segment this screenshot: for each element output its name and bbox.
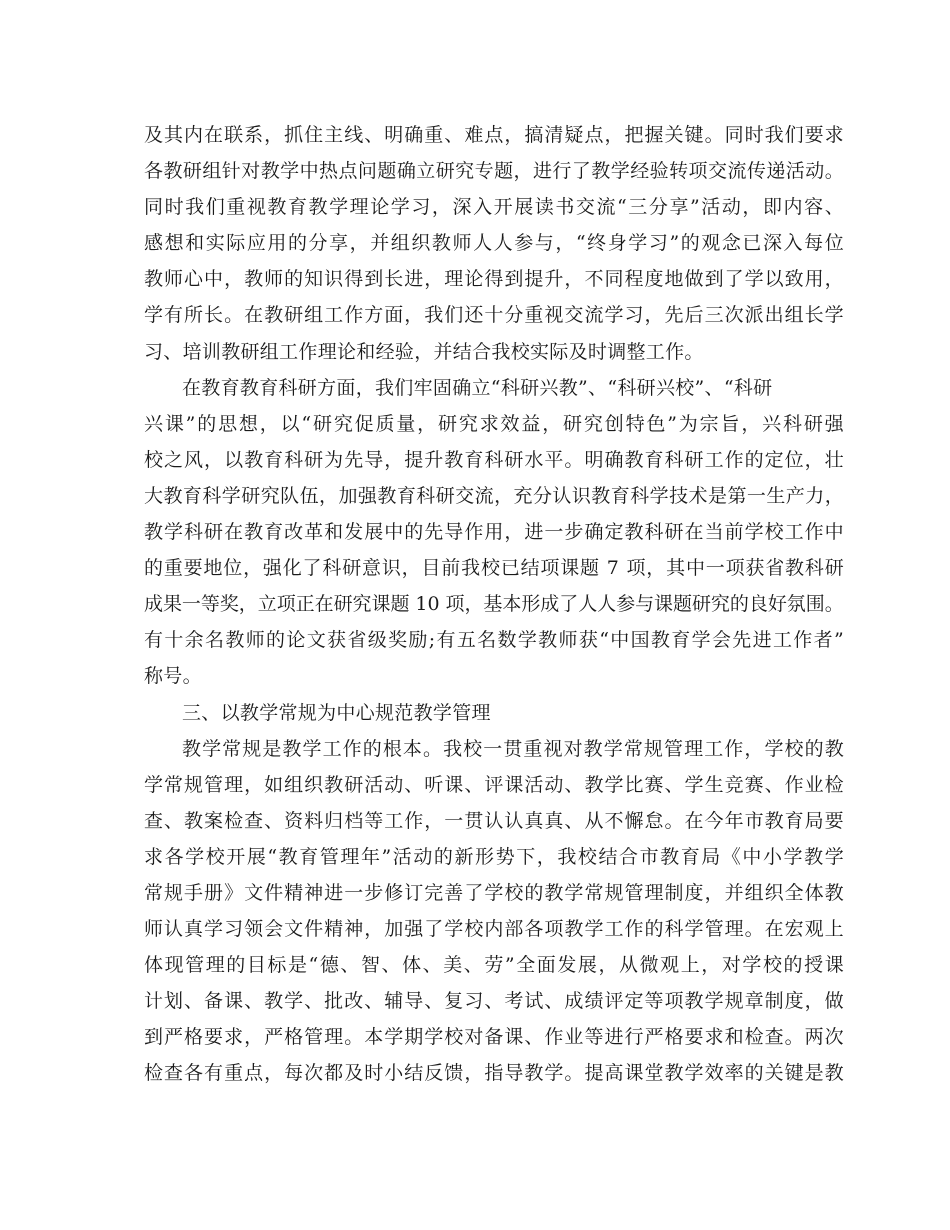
text-line: 校之风，以教育科研为先导，提升教育科研水平。明确教育科研工作的定位，壮 <box>144 448 845 471</box>
text-line: 计划、备课、教学、批改、辅导、复习、考试、成绩评定等项教学规章制度，做 <box>144 990 845 1013</box>
text-line: 检查各有重点，每次都及时小结反馈，指导教学。提高课堂教学效率的关键是教 <box>144 1062 845 1085</box>
text-line: 教学科研在教育改革和发展中的先导作用，进一步确定教科研在当前学校工作中 <box>144 521 845 544</box>
text-line: 称号。 <box>144 665 202 688</box>
text-line: 各教研组针对教学中热点问题确立研究专题，进行了教学经验转项交流传递活动。 <box>144 160 845 183</box>
text-line: 常规手册》文件精神进一步修订完善了学校的教学常规管理制度，并组织全体教 <box>144 881 845 904</box>
text-line: 及其内在联系，抓住主线、明确重、难点，搞清疑点，把握关键。同时我们要求 <box>144 124 845 146</box>
text-line: 求各学校开展“教育管理年”活动的新形势下，我校结合市教育局《中小学教学 <box>144 845 846 868</box>
text-line: 到严格要求，严格管理。本学期学校对备课、作业等进行严格要求和检查。两次 <box>144 1026 845 1049</box>
text-line: 感想和实际应用的分享，并组织教师人人参与，“终身学习”的观念已深入每位 <box>144 232 846 255</box>
document-body-text <box>144 117 844 1092</box>
text-line: 在教育教育科研方面，我们牢固确立“科研兴教”、“科研兴校”、“科研 <box>182 376 773 399</box>
text-line: 有十余名教师的论文获省级奖励;有五名数学教师获“中国教育学会先进工作者” <box>144 629 846 652</box>
text-line: 大教育科学研究队伍，加强教育科研交流，充分认识教育科学技术是第一生产力， <box>144 484 845 507</box>
text-line: 师认真学习领会文件精神，加强了学校内部各项教学工作的科学管理。在宏观上 <box>144 918 845 941</box>
text-line: 三、以教学常规为中心规范教学管理 <box>182 701 491 724</box>
text-line: 成果一等奖，立项正在研究课题 10 项，基本形成了人人参与课题研究的良好氛围。 <box>144 593 844 616</box>
text-line: 习、培训教研组工作理论和经验，并结合我校实际及时调整工作。 <box>144 340 704 363</box>
text-line: 学有所长。在教研组工作方面，我们还十分重视交流学习，先后三次派出组长学 <box>144 304 845 327</box>
text-line: 教学常规是教学工作的根本。我校一贯重视对教学常规管理工作，学校的教 <box>182 737 845 760</box>
text-line: 兴课”的思想，以“研究促质量，研究求效益，研究创特色”为宗旨，兴科研强 <box>144 412 846 435</box>
text-line: 同时我们重视教育教学理论学习，深入开展读书交流“三分享”活动，即内容、 <box>144 196 846 219</box>
text-line: 查、教案检查、资料归档等工作，一贯认认真真、从不懈怠。在今年市教育局要 <box>144 809 845 832</box>
text-line: 学常规管理，如组织教研活动、听课、评课活动、教学比赛、学生竞赛、作业检 <box>144 773 845 796</box>
text-line: 体现管理的目标是“德、智、体、美、劳”全面发展，从微观上，对学校的授课 <box>144 954 846 977</box>
text-line: 教师心中，教师的知识得到长进，理论得到提升，不同程度地做到了学以致用， <box>144 268 845 291</box>
text-line: 的重要地位，强化了科研意识，目前我校已结项课题 7 项，其中一项获省教科研 <box>144 557 845 580</box>
